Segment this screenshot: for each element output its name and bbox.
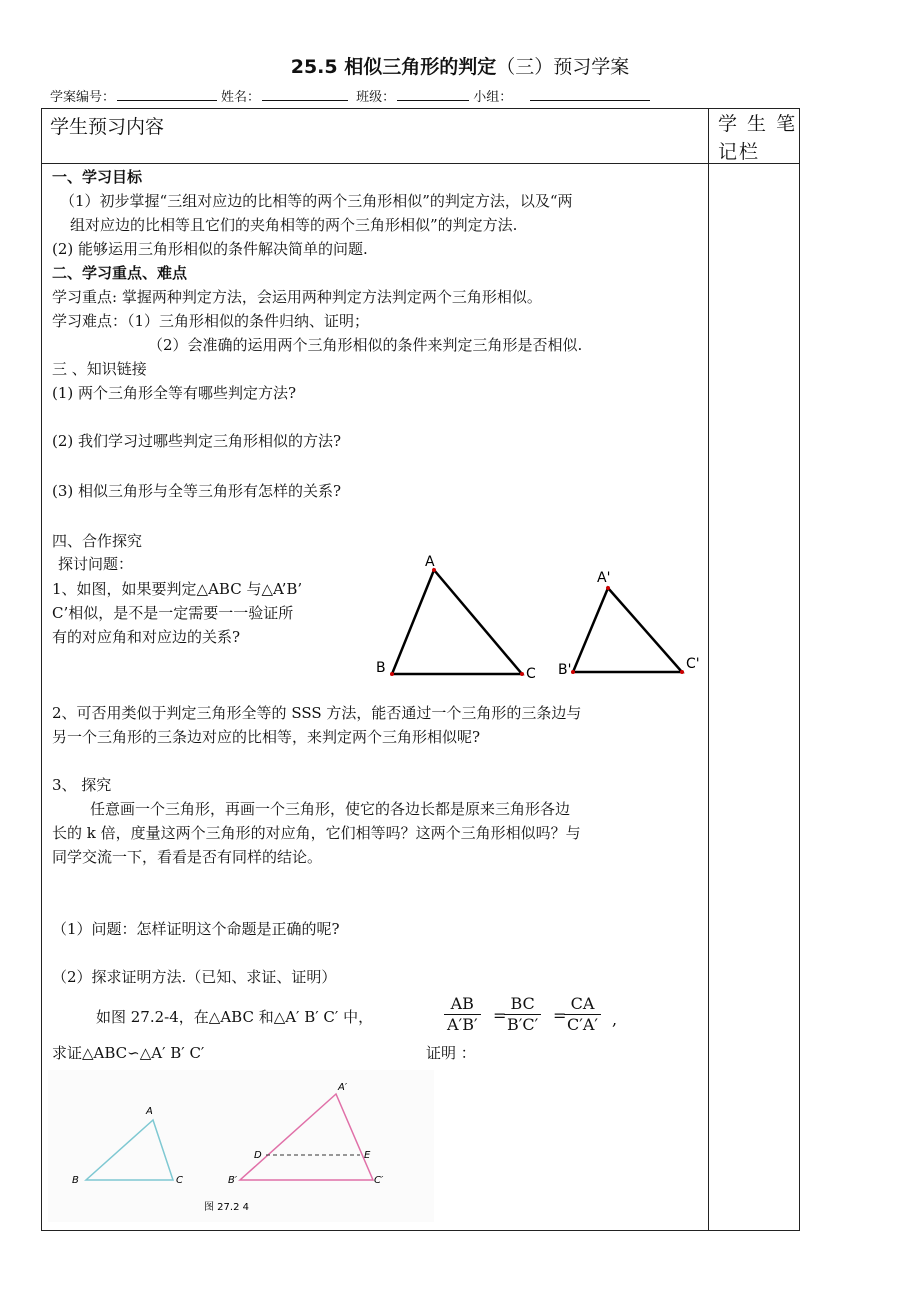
fig2-label-e: E bbox=[364, 1150, 371, 1161]
fig2-label-b: B bbox=[72, 1175, 79, 1186]
meta-line bbox=[50, 86, 654, 105]
figure-background bbox=[48, 1070, 434, 1222]
sec4-p1a: 1、如图，如果要判定△ABC 与△A’B’ bbox=[52, 580, 303, 598]
sec4-p3a: 任意画一个三角形，再画一个三角形，使它的各边长都是原来三角形各边 bbox=[90, 800, 571, 818]
fig2-label-c2: C′ bbox=[374, 1175, 384, 1186]
title-bold: 25.5 相似三角形的判定 bbox=[290, 56, 497, 78]
sec1-line1: （1）初步掌握“三组对应边的比相等的两个三角形相似”的判定方法，以及“两 bbox=[60, 192, 573, 210]
fig2-caption: 图 27.2 4 bbox=[204, 1202, 249, 1213]
fraction-bc bbox=[504, 994, 541, 1035]
fig2-label-c: C bbox=[176, 1175, 183, 1186]
class-label: 班级： bbox=[356, 90, 396, 105]
title-rest: （三）预习学案 bbox=[496, 56, 630, 78]
header-content-label: 学生预习内容 bbox=[50, 116, 165, 138]
sec4-p3b: 长的 k 倍，度量这两个三角形的对应角，它们相等吗？这两个三角形相似吗？与 bbox=[52, 824, 581, 842]
fraction-bc-num: BC bbox=[504, 994, 541, 1015]
fig2-label-a2: A′ bbox=[338, 1082, 348, 1093]
triangle-abc-shape bbox=[392, 570, 522, 674]
sec2-line3: （2）会准确的运用两个三角形相似的条件来判定三角形是否相似. bbox=[148, 336, 583, 354]
equals-sign-1: = bbox=[493, 1006, 507, 1025]
label-c: C bbox=[526, 666, 536, 682]
sec2-line2: 学习难点：（1）三角形相似的条件归纳、证明； bbox=[52, 312, 370, 330]
sec3-q1: (1) 两个三角形全等有哪些判定方法? bbox=[52, 384, 297, 402]
fraction-ab bbox=[444, 994, 481, 1035]
sec4-proof: 证明 ： bbox=[426, 1044, 476, 1062]
header-divider-left bbox=[41, 163, 708, 164]
fig2-label-a: A bbox=[146, 1106, 153, 1117]
fig2-label-d: D bbox=[254, 1150, 262, 1161]
fraction-ca-den: C′A′ bbox=[567, 1015, 599, 1034]
sec3-heading: 三 、知识链接 bbox=[52, 360, 147, 378]
vertex-b2-dot bbox=[571, 670, 575, 674]
group-label: 小组： bbox=[473, 90, 513, 105]
sec4-p3: 3、 探究 bbox=[52, 776, 112, 794]
sec4-p2a: 2、可否用类似于判定三角形全等的 SSS 方法，能否通过一个三角形的三条边与 bbox=[52, 704, 582, 722]
sec2-heading: 二、学习重点、难点 bbox=[52, 264, 188, 282]
sec1-heading: 一、学习目标 bbox=[52, 168, 143, 186]
name-label: 姓名： bbox=[221, 90, 261, 105]
label-c2: C' bbox=[686, 656, 700, 672]
sec4-question-b: （2）探求证明方法.（已知、求证、证明） bbox=[52, 968, 337, 986]
label-a2: A' bbox=[597, 570, 611, 586]
sec4-p1b: C’相似，是不是一定需要一一验证所 bbox=[52, 604, 294, 622]
fig2-label-b2: B′ bbox=[228, 1175, 238, 1186]
sec4-p3c: 同学交流一下，看看是否有同样的结论。 bbox=[52, 848, 323, 866]
figure-27-2-4 bbox=[48, 1070, 434, 1222]
sec4-heading: 四、合作探究 bbox=[52, 532, 143, 550]
sec4-given: 如图 27.2-4，在△ABC 和△A′ B′ C′ 中， bbox=[96, 1008, 374, 1026]
label-b: B bbox=[376, 660, 386, 676]
vertex-c2-dot bbox=[680, 670, 684, 674]
header-notes-label: 学 生 笔 记栏 bbox=[718, 113, 798, 163]
vertex-c-dot bbox=[520, 672, 524, 676]
vertex-b-dot bbox=[390, 672, 394, 676]
triangle-a2b2c2 bbox=[558, 570, 700, 678]
sec4-p1c: 有的对应角和对应边的关系? bbox=[52, 628, 241, 646]
sec1-line3: (2) 能够运用三角形相似的条件解决简单的问题. bbox=[52, 240, 368, 258]
figure-similar-triangles bbox=[370, 550, 710, 690]
sec2-line1: 学习重点: 掌握两种判定方法，会运用两种判定方法判定两个三角形相似。 bbox=[52, 288, 542, 306]
label-a: A bbox=[425, 554, 435, 570]
equals-sign-2: = bbox=[553, 1006, 567, 1025]
name-blank[interactable] bbox=[262, 88, 348, 101]
trailing-comma: , bbox=[612, 1010, 618, 1029]
fraction-ca-num: CA bbox=[564, 994, 601, 1015]
fraction-ca bbox=[564, 994, 601, 1035]
number-label: 学案编号： bbox=[50, 90, 116, 105]
fraction-ab-num: AB bbox=[444, 994, 481, 1015]
sec4-prove: 求证△ABC∽△A′ B′ C′ bbox=[52, 1044, 205, 1062]
sec3-q2: (2) 我们学习过哪些判定三角形相似的方法? bbox=[52, 432, 342, 450]
sec4-p2b: 另一个三角形的三条边对应的比相等，来判定两个三角形相似呢? bbox=[52, 728, 481, 746]
sec3-q3: (3) 相似三角形与全等三角形有怎样的关系? bbox=[52, 482, 342, 500]
triangle-abc bbox=[376, 554, 536, 682]
number-blank[interactable] bbox=[117, 88, 217, 101]
sec4-sub: 探讨问题： bbox=[58, 555, 134, 573]
vertex-a2-dot bbox=[606, 586, 610, 590]
sec4-question-a: （1）问题：怎样证明这个命题是正确的呢? bbox=[52, 920, 340, 938]
fraction-bc-den: B′C′ bbox=[507, 1015, 539, 1034]
fraction-ab-den: A′B′ bbox=[447, 1015, 478, 1034]
group-blank[interactable] bbox=[530, 88, 650, 101]
triangle-a2b2c2-shape bbox=[573, 588, 682, 672]
label-b2: B' bbox=[558, 662, 572, 678]
sec1-line2: 组对应边的比相等且它们的夹角相等的两个三角形相似”的判定方法. bbox=[70, 216, 518, 234]
class-blank[interactable] bbox=[397, 88, 469, 101]
page-title bbox=[0, 52, 920, 79]
